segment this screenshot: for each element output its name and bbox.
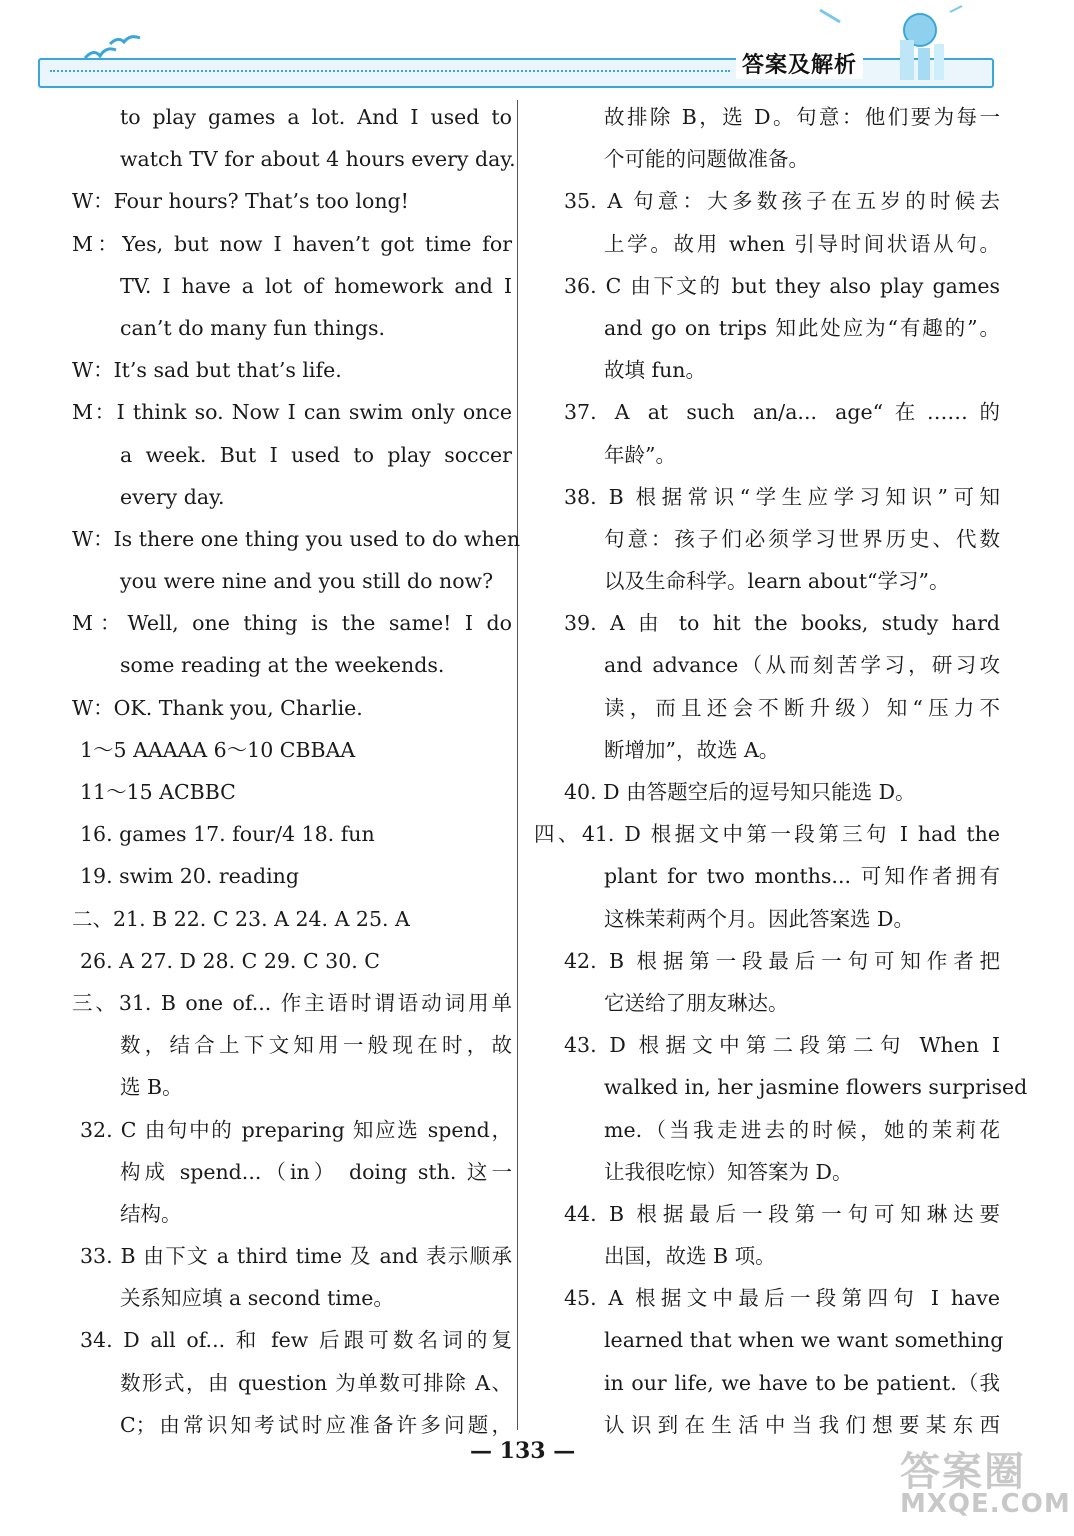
- text-line: 36. C 由下文的 but they also play games: [564, 273, 1000, 298]
- text-line: learned that when we want something: [604, 1328, 1004, 1353]
- watermark-logo: 答案圈: [900, 1449, 1026, 1495]
- text-line: 句意：孩子们必须学习世界历史、代数: [604, 526, 1000, 551]
- text-line: you were nine and you still do now?: [120, 569, 494, 594]
- text-line: 让我很吃惊）知答案为 D。: [604, 1159, 853, 1184]
- text-line: 选 B。: [120, 1075, 183, 1100]
- text-line: 故填 fun。: [604, 358, 707, 383]
- text-line: 44. B 根据最后一段第一句可知琳达要: [564, 1201, 1000, 1226]
- text-line: 40. D 由答题空后的逗号知只能选 D。: [564, 780, 916, 804]
- text-line: 19. swim 20. reading: [80, 864, 299, 889]
- text-line: 上学。故用 when 引导时间状语从句。: [604, 231, 1000, 256]
- text-line: me.（当我走进去的时候，她的茉莉花: [604, 1117, 1000, 1142]
- text-line: 34. D all of... 和 few 后跟可数名词的复: [80, 1328, 512, 1353]
- text-line: 38. B 根据常识“学生应学习知识”可知: [564, 484, 1000, 509]
- text-line: 构成 spend...（in） doing sth. 这一: [120, 1159, 512, 1184]
- text-line: 年龄”。: [604, 442, 676, 467]
- right-column: [534, 96, 1028, 1446]
- text-line: 39. A 由 to hit the books, study hard: [564, 611, 1000, 636]
- text-line: 16. games 17. four/4 18. fun: [80, 822, 375, 847]
- text-line: 关系知应填 a second time。: [120, 1286, 394, 1311]
- text-line: W：OK. Thank you, Charlie.: [72, 695, 363, 720]
- text-line: 三、31. B one of... 作主语时谓语动词用单: [72, 990, 512, 1015]
- text-line: 26. A 27. D 28. C 29. C 30. C: [80, 948, 380, 973]
- text-line: 33. B 由下文 a third time 及 and 表示顺承: [80, 1244, 512, 1269]
- watermark: [900, 1440, 1071, 1519]
- text-line: 37. A at such an/a... age“在……的: [564, 400, 1000, 425]
- text-line: 二、21. B 22. C 23. A 24. A 25. A: [72, 906, 410, 931]
- page-header: [0, 0, 1074, 100]
- text-line: some reading at the weekends.: [120, 653, 445, 678]
- text-line: 11～15 ACBBC: [80, 780, 236, 804]
- text-line: watch TV for about 4 hours every day.: [120, 147, 516, 172]
- header-dotted-line: [50, 70, 730, 72]
- text-line: a week. But I used to play soccer: [120, 442, 512, 467]
- left-column: [72, 96, 521, 1446]
- text-line: 认识到在生活中当我们想要某东西: [604, 1412, 1000, 1437]
- watermark-url: MXQE.COM: [900, 1489, 1071, 1519]
- text-line: 结构。: [120, 1201, 182, 1226]
- text-line: every day.: [120, 484, 225, 509]
- page-number: — 133 —: [470, 1438, 576, 1464]
- text-line: in our life, we have to be patient.（我: [604, 1370, 1000, 1395]
- text-line: 四、41. D 根据文中第一段第三句 I had the: [534, 822, 1000, 847]
- text-line: W：Four hours? That’s too long!: [72, 189, 409, 214]
- text-line: 这株茉莉两个月。因此答案选 D。: [604, 906, 914, 931]
- text-line: M：Yes, but now I haven’t got time for: [72, 231, 512, 256]
- text-line: W：Is there one thing you used to do when: [72, 526, 521, 551]
- text-line: plant for two months... 可知作者拥有: [604, 864, 1000, 889]
- text-line: 35. A 句意：大多数孩子在五岁的时候去: [564, 189, 1000, 214]
- text-line: TV. I have a lot of homework and I: [120, 273, 512, 298]
- text-line: 它送给了朋友琳达。: [604, 990, 789, 1015]
- text-line: 断增加”，故选 A。: [604, 737, 780, 762]
- text-line: C；由常识知考试时应准备许多问题，: [120, 1412, 512, 1437]
- text-line: 42. B 根据第一段最后一句可知作者把: [564, 948, 1000, 973]
- text-line: and go on trips 知此处应为“有趣的”。: [604, 315, 1000, 340]
- text-line: 数，结合上下文知用一般现在时，故: [120, 1033, 512, 1058]
- column-divider: [517, 100, 518, 1430]
- text-line: to play games a lot. And I used to: [120, 105, 512, 129]
- text-line: W：It’s sad but that’s life.: [72, 358, 342, 383]
- text-line: walked in, her jasmine flowers surprised: [604, 1075, 1028, 1100]
- text-line: 32. C 由句中的 preparing 知应选 spend，: [80, 1117, 512, 1142]
- text-line: and advance（从而刻苦学习，研习攻: [604, 653, 1000, 678]
- text-line: 出国，故选 B 项。: [604, 1244, 776, 1269]
- text-line: 数形式，由 question 为单数可排除 A、: [120, 1370, 512, 1395]
- text-line: 故排除 B，选 D。句意：他们要为每一: [604, 105, 1000, 129]
- text-line: can’t do many fun things.: [120, 315, 385, 340]
- text-line: 以及生命科学。learn about“学习”。: [604, 569, 950, 594]
- text-line: 45. A 根据文中最后一段第四句 I have: [564, 1286, 1000, 1311]
- text-line: 读，而且还会不断升级）知“压力不: [604, 695, 1000, 720]
- header-title: 答案及解析: [736, 48, 863, 79]
- text-line: 1～5 AAAAA 6～10 CBBAA: [80, 737, 356, 762]
- text-line: 个可能的问题做准备。: [604, 147, 809, 172]
- text-line: 43. D 根据文中第二段第二句 When I: [564, 1033, 1000, 1058]
- text-line: M：I think so. Now I can swim only once: [72, 400, 512, 425]
- text-line: M：Well, one thing is the same! I do: [72, 611, 512, 636]
